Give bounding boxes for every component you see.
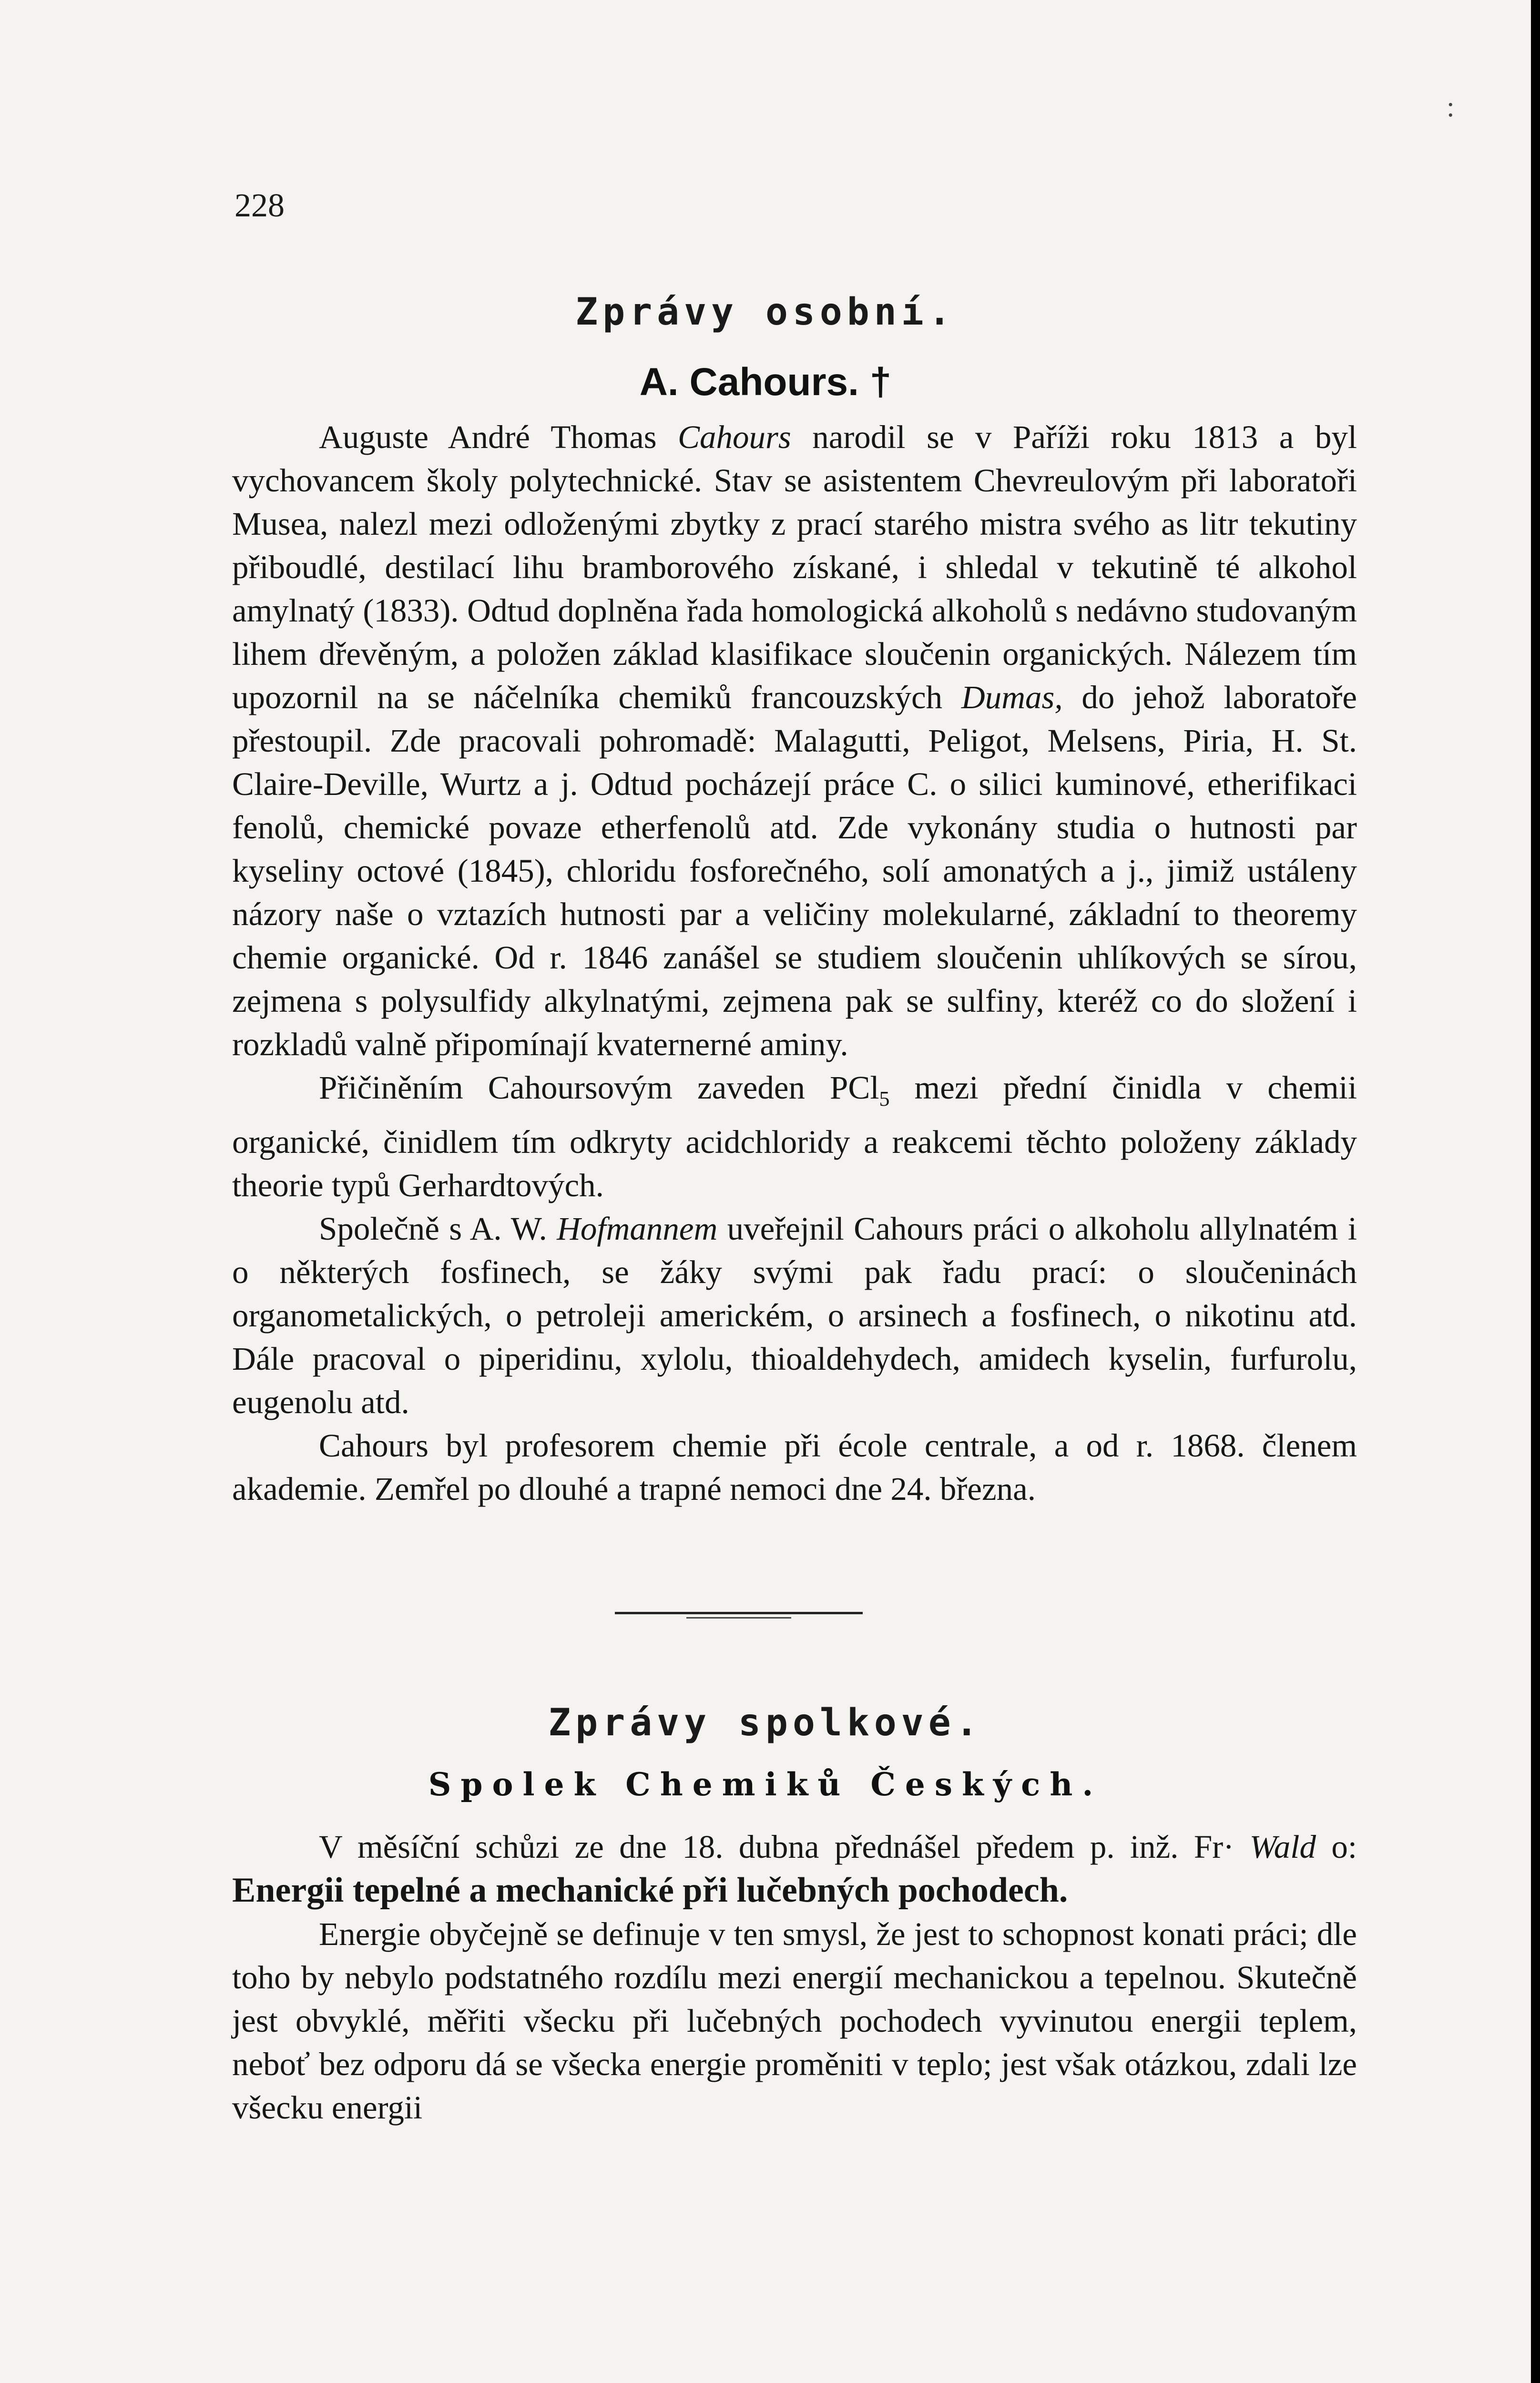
society-intro (232, 1825, 1357, 1913)
obituary-paragraph-3 (232, 1207, 1357, 1424)
speaker-name: Wald (1249, 1829, 1316, 1865)
text-run: narodil se v Paříži roku 1813 a byl vychovancem školy polytechnické. Stav se asistentem Chevreulovým při laboratoři Musea, nalezl mezi odloženými zbytky z prací starého mistra svého as litr tekutiny přiboudlé, destilací lihu bramborového získané, i shledal v tekutině té alkohol amylnatý (1833). Odtud doplněna řada homologická alkoholů s nedávno studovaným lihem dřevěným, a položen základ klasifikace sloučenin organických. Nálezem tím upozornil na se náčelníka chemiků francouzských (232, 419, 1357, 715)
obituary-title: A. Cahours. † (639, 360, 892, 404)
text-run: mezi přední činidla v chemii organické, činidlem tím odkryty acidchloridy a reakcemi těchto položeny základy theorie typů Gerhardtových. (232, 1069, 1357, 1203)
society-paragraph: Energie obyčejně se definuje v ten smysl, že jest to schopnost konati práci; dle toho by nebylo podstatného rozdílu mezi energií mechanickou a tepelnou. Skutečně jest obvyklé, měřiti všecku při lučebných pochodech vyvinutou energii teplem, neboť bez odporu dá se všecka energie proměniti v teplo; jest však otázkou, zdali lze všecku energii (232, 1916, 1357, 2126)
italic-name: Dumas, (961, 679, 1063, 715)
italic-name: Cahours (678, 419, 791, 455)
obituary-paragraph-4: Cahours byl profesorem chemie při école centrale, a od r. 1868. členem akademie. Zemřel po dlouhé a trapné nemoci dne 24. března. (232, 1427, 1357, 1507)
text-run: V měsíční schůzi ze dne 18. dubna přednášel předem p. inž. Fr· (319, 1829, 1250, 1865)
obituary-body (232, 416, 1357, 1511)
society-news-heading: Zprávy spolkové. (548, 1701, 983, 1744)
section-divider (615, 1612, 863, 1614)
subscript: 5 (879, 1087, 890, 1110)
scan-speck: : (1447, 91, 1455, 122)
society-body (232, 1825, 1357, 2129)
personal-news-heading: Zprávy osobní. (575, 291, 956, 334)
text-run: do jehož laboratoře přestoupil. Zde pracovali pohromadě: Malagutti, Peligot, Melsens, Piria, H. St. Claire-Deville, Wurtz a j. Odtud pocházejí práce C. o silici kuminové, etherifikaci fenolů, chemické povaze etherfenolů atd. Zde vykonány studia o hutnosti par kyseliny octové (1845), chloridu fosforečného, solí amonatých a j., jimiž ustáleny názory naše o vztazích hutnosti par a veličiny molekularné, základní to theoremy chemie organické. Od r. 1846 zanášel se studiem sloučenin uhlíkových se sírou, zejmena s polysulfidy alkylnatými, zejmena pak se sulfiny, kteréž co do složení i rozkladů valně připomínají kvaternerné aminy. (232, 679, 1357, 1062)
text-run: Přičiněním Cahoursovým zaveden PCl (319, 1069, 879, 1106)
text-run: Společně s A. W. (319, 1210, 557, 1247)
obituary-paragraph-2 (232, 1066, 1357, 1207)
text-run: o: (1316, 1829, 1357, 1865)
society-title: Spolek Chemiků Českých. (428, 1766, 1103, 1803)
section-divider-underline (686, 1617, 791, 1619)
text-run: Auguste André Thomas (319, 419, 678, 455)
lecture-title: Energii tepelné a mechanické při lučebných pochodech. (232, 1871, 1068, 1910)
page-number: 228 (235, 187, 285, 224)
text-run: uveřejnil Cahours práci o alkoholu allylnatém i o některých fosfinech, se žáky svými pak řadu prací: o sloučeninách organometalických, o petroleji americkém, o arsinech a fosfinech, o nikotinu atd. Dále pracoval o piperidinu, xylolu, thioaldehydech, amidech kyselin, furfurolu, eugenolu atd. (232, 1210, 1357, 1420)
scan-edge (1531, 0, 1540, 2383)
italic-name: Hofmannem (557, 1210, 718, 1247)
obituary-paragraph-1 (232, 416, 1357, 1066)
